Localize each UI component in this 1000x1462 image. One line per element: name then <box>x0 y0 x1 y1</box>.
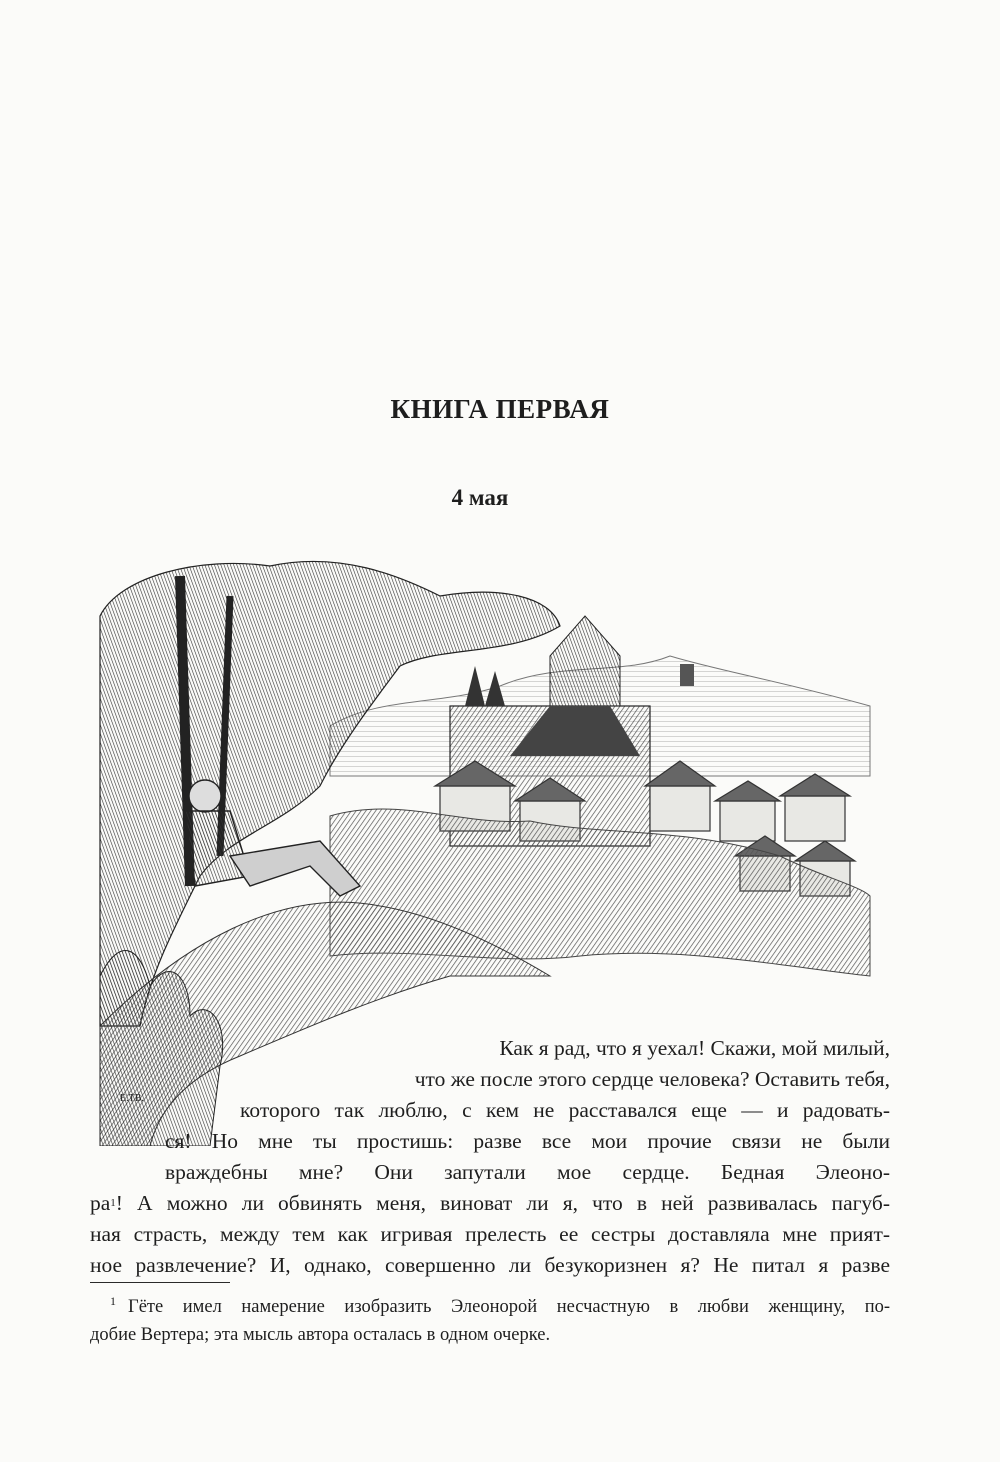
footnote-line-2: добие Вертера; эта мысль автора осталась в одном очерке. <box>90 1325 551 1345</box>
entry-date: 4 мая <box>451 485 509 510</box>
body-line-4: ся! Но мне ты простишь: разве все мои прочие связи не были <box>165 1129 890 1153</box>
footnote-ref: 1 <box>110 1197 116 1209</box>
engraver-signature: E.TB. <box>120 1093 144 1104</box>
body-line-1: Как я рад, что я уехал! Скажи, мой милый, <box>499 1036 890 1060</box>
hill-ruin <box>680 664 694 686</box>
footnote-rule <box>90 1282 230 1283</box>
body-line-2: что же после этого сердце человека? Оставить тебя, <box>414 1067 890 1091</box>
body-line-8: ное развлечение? И, однако, совершенно ли безукоризнен я? Не питал я разве <box>90 1253 890 1277</box>
body-line-6 <box>90 1188 890 1218</box>
body-line-3: которого так люблю, с кем не расставался еще — и радовать- <box>240 1098 890 1122</box>
body-line-5: враждебны мне? Они запутали мое сердце. Бедная Элеоно- <box>165 1160 890 1184</box>
body-line-6-start: ра <box>90 1191 111 1215</box>
footnote-number: 1 <box>110 1294 116 1308</box>
body-line-7: ная страсть, между тем как игривая прелесть ее сестры доставляла мне прият- <box>90 1222 890 1246</box>
body-line-6-rest: ! А можно ли обвинять меня, виноват ли я, что в ней развивалась пагуб- <box>115 1191 890 1215</box>
book-title: КНИГА ПЕРВАЯ <box>390 394 610 424</box>
footnote-line-1: Гёте имел намерение изобразить Элеонорой несчастную в любви женщину, по- <box>128 1297 890 1317</box>
